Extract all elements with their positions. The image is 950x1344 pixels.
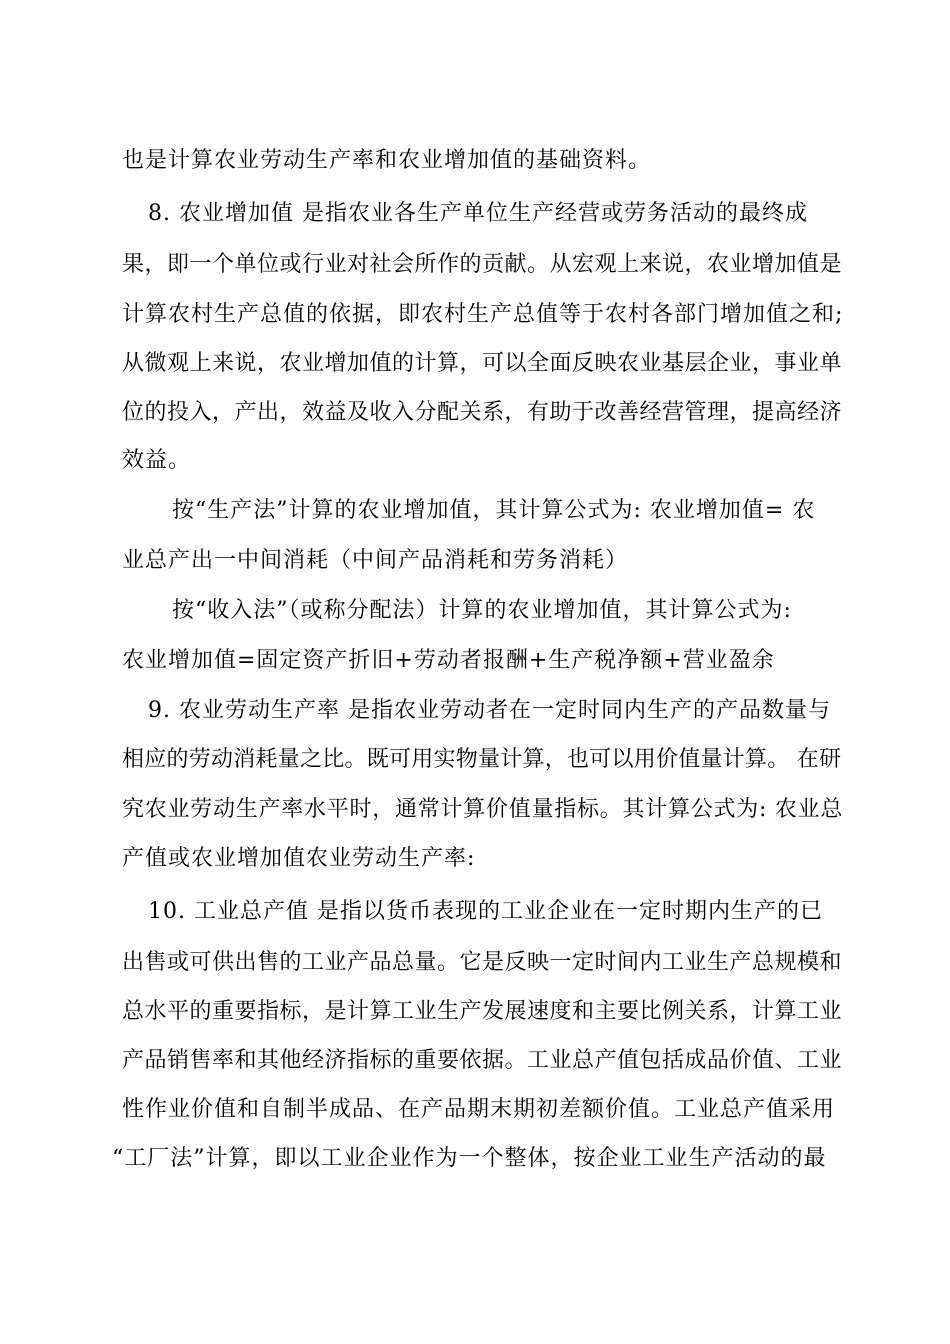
text-line-11: 农业增加值=固定资产折旧+劳动者报酬+生产税净额+营业盈余 [122,648,775,673]
text-line-9: 业总产出一中间消耗（中间产品消耗和劳务消耗） [122,548,629,573]
text-line-7: 效益。 [122,448,192,473]
text-line-19: 产品销售率和其他经济指标的重要依据。工业总产值包括成品价值、工业 [122,1048,843,1073]
text-line-18: 总水平的重要指标，是计算工业生产发展速度和主要比例关系，计算工业 [122,999,843,1024]
text-line-1: 也是计算农业劳动生产率和农业增加值的基础资料。 [122,148,652,173]
text-line-20: 性作业价值和自制半成品、在产品期末期初差额价值。工业总产值采用 [122,1097,836,1122]
text-line-12: 9. 农业劳动生产率 是指农业劳动者在一定时同内生产的产品数量与 [148,698,831,723]
text-line-13: 相应的劳动消耗量之比。既可用实物量计算，也可以用价值量计算。 在研 [122,747,842,772]
text-line-17: 出售或可供出售的工业产品总量。它是反映一定时间内工业生产总规模和 [122,950,843,975]
text-line-6: 位的投入，产出，效益及收入分配关系，有助于改善经营管理，提高经济 [122,400,843,425]
text-line-4: 计算农村生产总值的依据，即农村生产总值等于农村各部门增加值之和; [122,302,844,327]
text-line-14: 究农业劳动生产率水平时，通常计算价值量指标。其计算公式为: 农业总 [122,797,844,822]
text-line-15: 产值或农业增加值农业劳动生产率: [122,846,476,871]
text-line-16: 10. 工业总产值 是指以货币表现的工业企业在一定时期内生产的已 [148,899,823,924]
text-line-10: 按“收入法”（或称分配法）计算的农业增加值，其计算公式为: [172,598,792,623]
text-line-2: 8. 农业增加值 是指农业各生产单位生产经营或劳务活动的最终成 [148,201,808,226]
text-line-3: 果，即一个单位或行业对社会所作的贡献。从宏观上来说，农业增加值是 [122,252,843,277]
text-line-21: “工厂法”计算，即以工业企业作为一个整体，按企业工业生产活动的最 [112,1146,827,1171]
text-line-5: 从微观上来说，农业增加值的计算，可以全面反映农业基层企业，事业单 [122,351,843,376]
text-line-8: 按“生产法”计算的农业增加值，其计算公式为: 农业增加值= 农 [172,498,816,523]
